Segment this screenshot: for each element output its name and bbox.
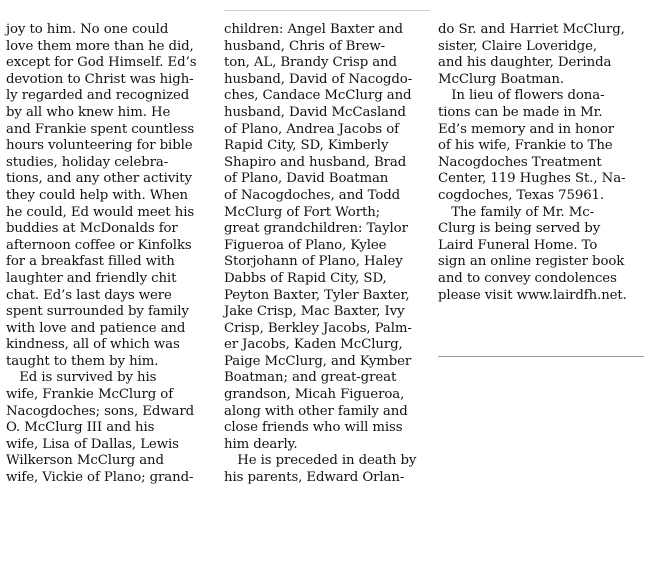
text-line: husband, Chris of Brew- <box>224 38 386 54</box>
text-line: Rapid City, SD, Kimberly <box>224 138 389 154</box>
text-column-2 <box>224 22 430 487</box>
text-line: of Nacogdoches, and Todd <box>224 187 401 203</box>
text-column-1 <box>6 22 216 487</box>
text-line: laughter and friendly chit <box>6 270 177 286</box>
text-line: joy to him. No one could <box>6 22 169 37</box>
text-line: husband, David McCasland <box>224 104 406 120</box>
text-line: and to convey condolences <box>438 270 617 286</box>
text-line: studies, holiday celebra- <box>6 154 169 170</box>
text-line: devotion to Christ was high- <box>6 71 194 87</box>
text-line: wife, Frankie McClurg of <box>6 387 174 403</box>
text-line: McClurg Boatman. <box>438 71 564 87</box>
text-line: except for God Himself. Ed’s <box>6 55 197 71</box>
text-line: taught to them by him. <box>6 353 159 369</box>
text-line: they could help with. When <box>6 187 189 203</box>
text-line: afternoon coffee or Kinfolks <box>6 237 192 253</box>
text-line: love them more than he did, <box>6 38 194 54</box>
text-line: Clurg is being served by <box>438 221 601 237</box>
text-line: Figueroa of Plano, Kylee <box>224 237 387 253</box>
text-line: buddies at McDonalds for <box>6 221 178 237</box>
text-line: Peyton Baxter, Tyler Baxter, <box>224 287 410 303</box>
text-line: Boatman; and great-great <box>224 370 397 386</box>
text-line: Nacogdoches; sons, Edward <box>6 403 195 419</box>
text-line: ches, Candace McClurg and <box>224 88 412 104</box>
text-line: tions, and any other activity <box>6 171 192 187</box>
text-line: sign an online register book <box>438 254 625 270</box>
text-line: do Sr. and Harriet McClurg, <box>438 22 625 37</box>
text-line: by all who knew him. He <box>6 104 171 120</box>
text-column-3 <box>438 22 643 304</box>
text-line: chat. Ed’s last days were <box>6 287 172 303</box>
text-line: please visit www.lairdfh.net. <box>438 287 627 303</box>
top-rule-divider <box>224 10 430 11</box>
text-line: of his wife, Frankie to The <box>438 138 613 154</box>
text-line: wife, Lisa of Dallas, Lewis <box>6 436 179 452</box>
text-line: Jake Crisp, Mac Baxter, Ivy <box>224 304 405 320</box>
text-line: Nacogdoches Treatment <box>438 154 602 170</box>
text-line: along with other family and <box>224 403 408 419</box>
text-line: Wilkerson McClurg and <box>6 453 164 469</box>
text-line: cogdoches, Texas 75961. <box>438 187 605 203</box>
text-line: er Jacobs, Kaden McClurg, <box>224 337 403 353</box>
text-line: husband, David of Nacogdo- <box>224 71 413 87</box>
text-line: McClurg of Fort Worth; <box>224 204 381 220</box>
end-of-article-rule <box>438 356 644 357</box>
text-line: him dearly. <box>224 436 298 452</box>
text-line: his parents, Edward Orlan- <box>224 470 405 486</box>
text-line: In lieu of flowers dona- <box>438 88 605 104</box>
text-line: of Plano, David Boatman <box>224 171 389 187</box>
text-line: Ed’s memory and in honor <box>438 121 615 137</box>
text-line: Crisp, Berkley Jacobs, Palm- <box>224 320 412 336</box>
text-line: great grandchildren: Taylor <box>224 221 408 237</box>
text-line: Center, 119 Hughes St., Na- <box>438 171 626 187</box>
text-line: close friends who will miss <box>224 420 403 436</box>
text-line: Storjohann of Plano, Haley <box>224 254 403 270</box>
text-line: Laird Funeral Home. To <box>438 237 598 253</box>
text-line: for a breakfast filled with <box>6 254 175 270</box>
text-line: grandson, Micah Figueroa, <box>224 387 405 403</box>
text-line: he could, Ed would meet his <box>6 204 195 220</box>
text-line: with love and patience and <box>6 320 186 336</box>
text-line: Dabbs of Rapid City, SD, <box>224 270 387 286</box>
text-line: Paige McClurg, and Kymber <box>224 353 412 369</box>
text-line: The family of Mr. Mc- <box>438 204 594 220</box>
text-line: Ed is survived by his <box>6 370 157 386</box>
text-line: Shapiro and husband, Brad <box>224 154 407 170</box>
text-line: O. McClurg III and his <box>6 420 155 436</box>
text-line: hours volunteering for bible <box>6 138 193 154</box>
text-line: and Frankie spent countless <box>6 121 195 137</box>
text-line: and his daughter, Derinda <box>438 55 612 71</box>
text-line: spent surrounded by family <box>6 304 189 320</box>
text-line: tions can be made in Mr. <box>438 104 603 120</box>
text-line: sister, Claire Loveridge, <box>438 38 597 54</box>
text-line: children: Angel Baxter and <box>224 22 403 37</box>
text-line: He is preceded in death by <box>224 453 417 469</box>
text-line: kindness, all of which was <box>6 337 180 353</box>
text-line: ton, AL, Brandy Crisp and <box>224 55 397 71</box>
text-line: wife, Vickie of Plano; grand- <box>6 470 194 486</box>
text-line: ly regarded and recognized <box>6 88 190 104</box>
text-line: of Plano, Andrea Jacobs of <box>224 121 399 137</box>
